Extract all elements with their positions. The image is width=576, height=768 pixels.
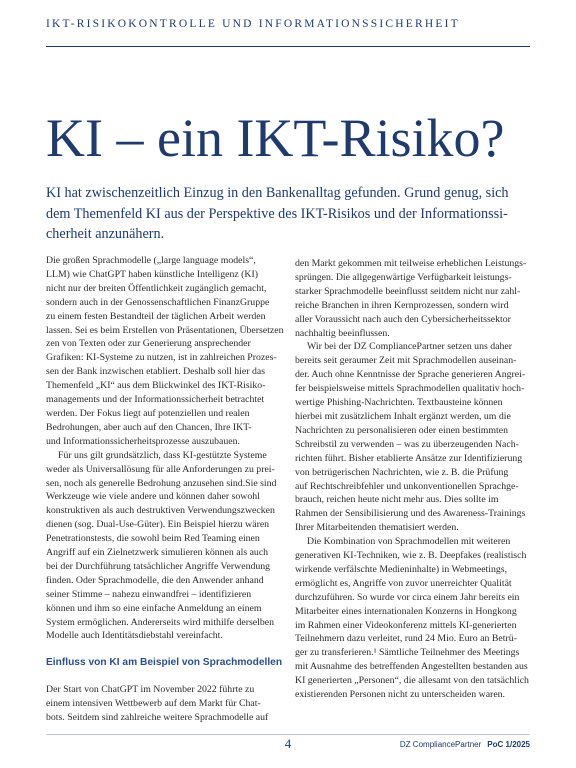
text-line: generativen KI-Techniken, wie z. B. Deepfakes (realistisch <box>295 550 527 562</box>
section-kicker: IKT-RISIKOKONTROLLE UND INFORMATIONSSICHERHEIT <box>46 18 460 30</box>
text-line: Bedrohungen, aber auch auf den Chancen, Ihre IKT- <box>46 421 252 433</box>
text-line: lassen. Sei es beim Erstellen von Präsentationen, Übersetzen <box>46 324 284 336</box>
left-column <box>46 254 282 725</box>
text-line: Schreibstil zu verwenden – was zu überzeugenden Nach- <box>295 438 519 450</box>
section-subheading: Einfluss von KI am Beispiel von Sprachmodellen <box>46 657 283 669</box>
text-line: sprüngen. Die allgegenwärtige Verfügbarkeit leistungs- <box>295 271 512 283</box>
text-line: zu einem festen Bestandteil der täglichen Arbeit werden <box>46 310 266 322</box>
text-line: Der Start von ChatGPT im November 2022 führte zu <box>46 684 255 696</box>
text-line: einem intensiven Wettbewerb auf dem Markt für Chat- <box>46 698 261 710</box>
text-line: starker Sprachmodelle beeinflusst seitdem nicht nur zahl- <box>295 285 521 297</box>
text-line: Ihrer Mitarbeitenden thematisiert werden. <box>295 522 459 534</box>
text-line: hierbei mit zusätzlichem Inhalt ergänzt werden, um die <box>295 410 511 422</box>
text-line: nicht nur der breiten Öffentlichkeit zugänglich gemacht, <box>46 282 267 294</box>
text-line: seiner Stimme – nahezu einwandfrei – identifizieren <box>46 588 252 600</box>
text-line: sen, noch als generelle Bedrohung anzusehen sind.Sie sind <box>46 477 277 489</box>
footer-divider <box>46 734 530 735</box>
text-line: Für uns gilt grundsätzlich, dass KI-gestützte Systeme <box>58 449 267 461</box>
lead-line: dem Themenfeld KI aus der Perspektive des IKT-Risikos und der Informationssi- <box>46 205 508 222</box>
text-line: richten führt. Bisher etablierte Ansätze zur Identifizierung <box>295 452 523 464</box>
text-line: ger zu transferieren.¹ Sämtliche Teilnehmer des Meetings <box>295 647 520 659</box>
paragraph-market <box>295 257 531 340</box>
paragraph-deepfakes <box>295 535 531 702</box>
text-line: existierenden Personen nicht zu unterscheiden waren. <box>295 689 506 701</box>
text-line: werden. Der Fokus liegt auf potenziellen und realen <box>46 407 250 419</box>
text-line: im Rahmen einer Videokonferenz mittels KI-generierten <box>295 619 517 631</box>
text-line: mit Ausnahme des betreffenden Angestellten bestanden aus <box>295 661 528 673</box>
text-line: konstruktiven als auch destruktiven Verwendungszwecken <box>46 505 275 517</box>
paragraph-intro <box>46 254 282 449</box>
article-title: KI – ein IKT-Risiko? <box>46 108 505 168</box>
text-line: LLM) wie ChatGPT haben künstliche Intelligenz (KI) <box>46 268 259 280</box>
text-line: Wir bei der DZ CompliancePartner setzen uns daher <box>307 341 512 353</box>
right-column <box>295 257 531 702</box>
publisher-name: DZ CompliancePartner <box>399 740 482 749</box>
text-line: Themenfeld „KI“ aus dem Blickwinkel des IKT-Risiko- <box>46 380 266 392</box>
text-line: durchzuführen. So wurde vor circa einem Jahr bereits ein <box>295 591 520 603</box>
text-line: Mitarbeiter eines internationalen Konzerns in Hongkong <box>295 605 517 617</box>
text-line: finden. Oder Sprachmodelle, die den Anwender anhand <box>46 574 264 586</box>
header-divider <box>46 46 530 47</box>
issue-number: PoC 1/2025 <box>487 740 530 749</box>
text-line: aller Voraussicht nach auch den Cybersicherheitssektor <box>295 313 511 325</box>
text-line: Grafiken: KI-Systeme zu nutzen, ist in zahlreichen Prozes- <box>46 352 277 364</box>
text-line: auf Rechtschreibfehler und unkonventionellen Sprachge- <box>295 480 519 492</box>
text-line: Nachrichten zu personalisieren oder einen bestimmten <box>295 424 509 436</box>
text-line: Penetrationstests, die sowohl beim Red Teaming einen <box>46 533 260 545</box>
text-line: bots. Seitdem sind zahlreiche weitere Sprachmodelle auf <box>46 712 269 724</box>
text-line: managements und der Informationssicherheit betrachtet <box>46 394 265 406</box>
text-line: KI generierten „Personen“, die allesamt von den tatsächlich <box>295 675 529 687</box>
text-line: dienen (sog. Dual-Use-Güter). Ein Beispiel hierzu wären <box>46 519 270 531</box>
text-line: wirkende verfälschte Medieninhalte) in Webmeetings, <box>295 563 508 575</box>
text-line: von betrügerischen Nachrichten, wie z. B. die Prüfung <box>295 466 509 478</box>
page-number: 4 <box>284 736 292 751</box>
text-line: den Markt gekommen mit teilweise erheblichen Leistungs- <box>295 258 527 269</box>
text-line: Rahmen der Sensibilisierung und des Awareness-Trainings <box>295 508 526 520</box>
text-line: Werkzeuge wie viele andere und können daher sowohl <box>46 491 260 503</box>
paragraph-dual-use <box>46 449 282 644</box>
lead-line: KI hat zwischenzeitlich Einzug in den Bankenalltag gefunden. Grund genug, sich <box>46 185 509 201</box>
text-line: fer beispielsweise mittels Sprachmodellen qualitativ hoch- <box>295 383 525 395</box>
text-line: Modelle auch Identitätsdiebstahl vereinfacht. <box>46 630 223 642</box>
text-line: wertige Phishing-Nachrichten. Textbausteine können <box>295 397 503 409</box>
paragraph-chatgpt-start <box>46 683 282 725</box>
text-line: weder als Universallösung für alle Anforderungen zu prei- <box>46 463 275 475</box>
text-line: sen der Bank inzwischen etabliert. Deshalb soll hier das <box>46 366 266 378</box>
paragraph-phishing <box>295 340 531 535</box>
text-line: können und ihm so eine einfache Anmeldung an einem <box>46 602 262 614</box>
text-line: bereits seit geraumer Zeit mit Sprachmodellen auseinan- <box>295 355 517 367</box>
text-line: und Informationssicherheitsprozesse auszubauen. <box>46 435 240 447</box>
text-line: Angriff auf ein Zielnetzwerk simulieren können als auch <box>46 547 269 559</box>
text-line: bei der Durchführung tatsächlicher Angriffe Verwendung <box>46 560 271 572</box>
text-line: nachhaltig beeinflussen. <box>295 327 390 339</box>
text-line: brauch, reichen heute nicht mehr aus. Dies sollte im <box>295 494 499 506</box>
footer-publication <box>400 740 530 749</box>
text-line: Die großen Sprachmodelle („large language models“, <box>46 255 256 266</box>
text-line: Die Kombination von Sprachmodellen mit weiteren <box>307 536 511 548</box>
text-line: reiche Branchen in ihren Kernprozessen, sondern wird <box>295 299 509 311</box>
text-line: ermöglicht es, Angriffe von zuvor unerreichter Qualität <box>295 577 512 589</box>
text-line: der. Auch ohne Kenntnisse der Sprache generieren Angrei- <box>295 369 526 381</box>
lead-line: cherheit anzunähern. <box>46 226 165 242</box>
text-line: sondern auch in der Genossenschaftlichen FinanzGruppe <box>46 296 270 308</box>
text-line: System ermöglichen. Andererseits wird mithilfe derselben <box>46 616 274 628</box>
text-line: Teilnehmern dazu verleitet, rund 24 Mio. Euro an Betrü- <box>295 633 517 645</box>
text-line: zen von Texten oder zur Generierung ansprechender <box>46 338 251 350</box>
lead-paragraph <box>46 183 530 245</box>
